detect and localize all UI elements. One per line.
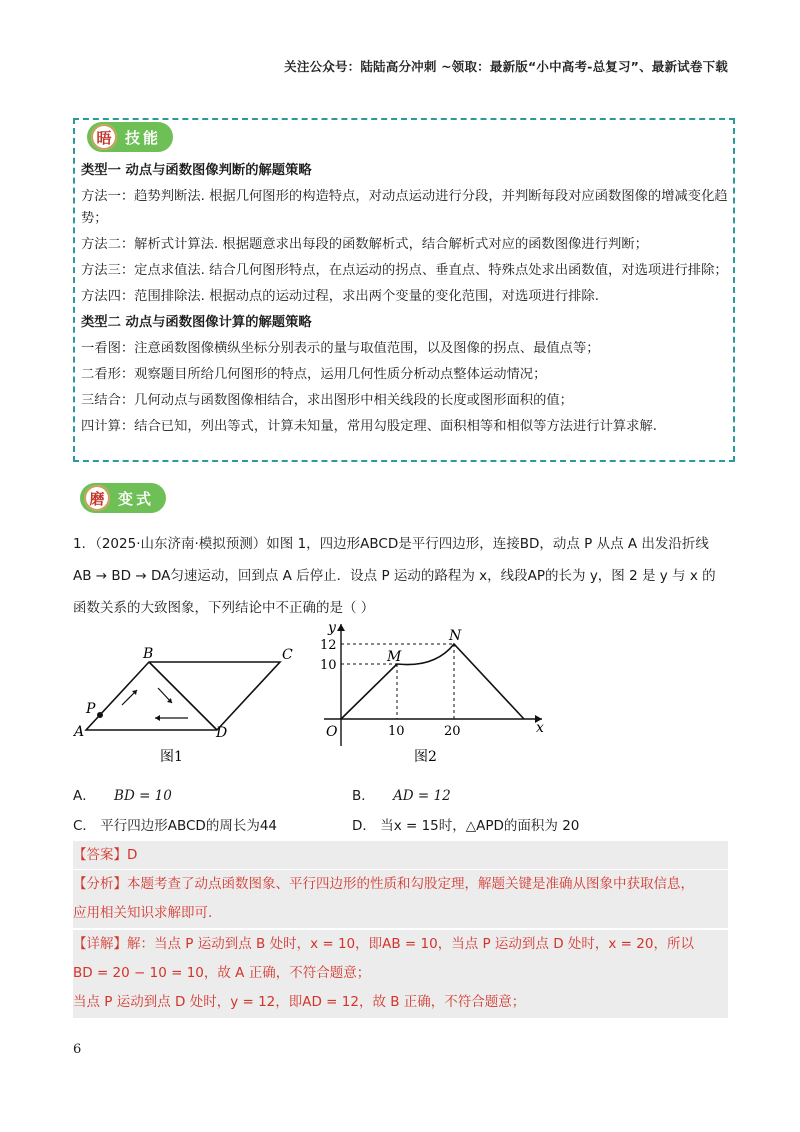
x-tick-10: 10	[388, 724, 405, 739]
y-tick-12: 12	[320, 638, 337, 653]
step-3: 三结合：几何动点与函数图像相结合，求出图形中相关线段的长度或图形面积的值；	[81, 393, 573, 408]
question-text	[73, 528, 733, 624]
option-b-text: AD = 12	[393, 788, 451, 804]
point-m-label: M	[387, 649, 402, 665]
question-line-2: AB → BD → DA匀速运动，回到点 A 后停止．设点 P 运动的路程为 x，线段AP的长为 y，图 2 是 y 与 x 的	[73, 568, 716, 584]
option-d-label: D．	[352, 818, 376, 834]
analysis-line-2: 应用相关知识求解即可.	[73, 905, 213, 921]
detail-line-2: BD = 20 − 10 = 10，故 A 正确，不符合题意；	[73, 965, 371, 981]
point-n-label: N	[449, 628, 462, 644]
option-d[interactable]	[352, 814, 579, 834]
method-4: 方法四：范围排除法. 根据动点的运动过程，求出两个变量的变化范围，对选项进行排除.	[81, 289, 599, 304]
method-3: 方法三：定点求值法. 结合几何图形特点，在点运动的拐点、垂直点、特殊点处求出函数值，对选项进行排除；	[81, 263, 728, 278]
method-1: 方法一：趋势判断法. 根据几何图形的构造特点，对动点运动进行分段，并判断每段对应函数图像的增减变化趋势；	[81, 189, 728, 226]
skills-badge	[87, 122, 173, 152]
option-c-label: C．	[73, 818, 96, 834]
axis-label-x: x	[536, 720, 544, 736]
option-a-text: BD = 10	[114, 788, 172, 804]
option-c[interactable]	[73, 814, 277, 834]
label-a: A	[74, 724, 85, 740]
step-1: 一看图：注意函数图像横纵坐标分别表示的量与取值范围，以及图像的拐点、最值点等；	[81, 341, 600, 356]
detail-block	[73, 930, 728, 1018]
point-p	[97, 712, 103, 718]
step-2: 二看形：观察题目所给几何图形的特点，运用几何性质分析动点整体运动情况；	[81, 367, 547, 382]
step-4: 四计算：结合已知，列出等式，计算未知量，常用勾股定理、面积相等和相似等方法进行计算求解.	[81, 419, 657, 434]
variants-badge-label: 变式	[118, 489, 155, 508]
detail-line-3: 当点 P 运动到点 D 处时，y = 12，即AD = 12，故 B 正确，不符合题意；	[73, 994, 526, 1010]
origin-label: O	[326, 724, 338, 740]
figure-2	[310, 618, 560, 770]
question-line-1: 1．（2025·山东济南·模拟预测）如图 1，四边形ABCD是平行四边形，连接BD，动点 P 从点 A 出发沿折线	[73, 536, 709, 552]
axis-label-y: y	[328, 620, 336, 636]
skills-badge-label: 技能	[125, 128, 162, 147]
option-c-text: 平行四边形ABCD的周长为44	[100, 818, 277, 834]
question-line-3: 函数关系的大致图象，下列结论中不正确的是（ ）	[73, 600, 375, 616]
label-d: D	[216, 725, 228, 741]
analysis-block	[73, 870, 728, 928]
label-b: B	[143, 646, 154, 662]
page-header: 关注公众号：陆陆高分冲刺 ~领取：最新版“小中高考-总复习”、最新试卷下载	[284, 59, 728, 74]
answer-line: 【答案】D	[73, 841, 728, 869]
method-2: 方法二：解析式计算法. 根据题意求出每段的函数解析式，结合解析式对应的函数图像进行判断；	[81, 237, 648, 252]
option-d-text: 当x = 15时，△APD的面积为 20	[380, 818, 580, 834]
graph-curve	[341, 644, 524, 719]
option-b[interactable]	[352, 784, 451, 804]
variants-badge	[80, 483, 166, 513]
type1-title: 类型一 动点与函数图像判断的解题策略	[81, 163, 312, 178]
label-c: C	[282, 647, 293, 663]
option-a-label: A．	[73, 788, 96, 804]
page-number: 6	[73, 1042, 82, 1057]
type2-title: 类型二 动点与函数图像计算的解题策略	[81, 315, 312, 330]
figure1-caption: 图1	[160, 749, 183, 765]
figure2-caption: 图2	[414, 749, 437, 765]
figure-1	[70, 640, 310, 770]
option-a[interactable]	[73, 784, 172, 804]
skills-content	[81, 160, 731, 442]
x-tick-20: 20	[444, 724, 461, 739]
analysis-line-1: 【分析】本题考查了动点函数图象、平行四边形的性质和勾股定理，解题关键是准确从图象中获取信息，	[73, 876, 694, 892]
option-b-label: B．	[352, 788, 375, 804]
detail-line-1: 【详解】解：当点 P 运动到点 B 处时，x = 10，即AB = 10，当点 P 运动到点 D 处时，x = 20，所以	[73, 936, 694, 952]
skills-badge-icon: 晤	[91, 124, 117, 150]
variants-badge-icon: 磨	[84, 485, 110, 511]
y-tick-10: 10	[320, 658, 337, 673]
label-p: P	[86, 701, 96, 717]
